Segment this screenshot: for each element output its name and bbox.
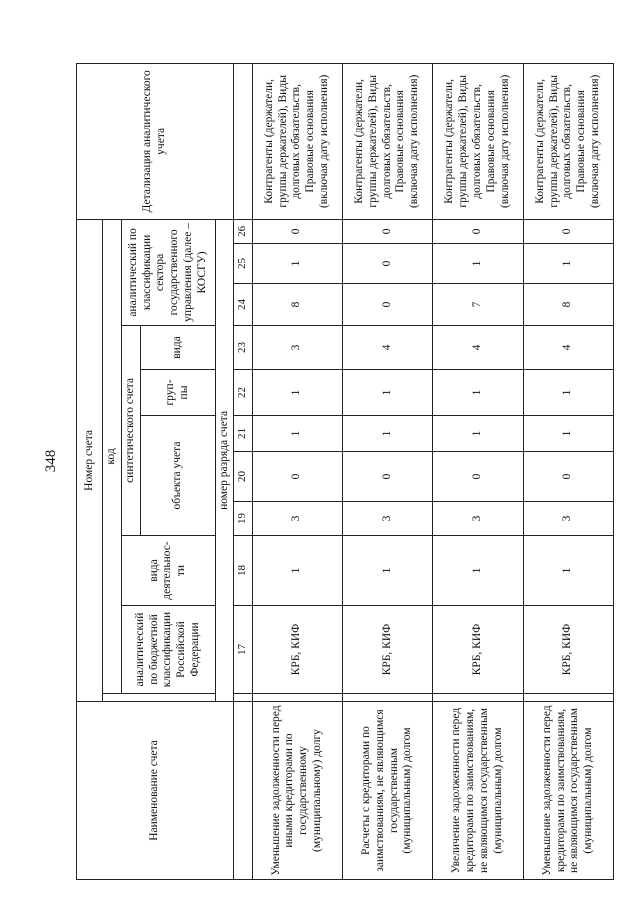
row-activity: 1 [433, 536, 523, 606]
row-c25: 0 [342, 244, 432, 284]
row-spacer [342, 694, 432, 702]
row-c21: 1 [433, 416, 523, 452]
header-name: Наименование счета [77, 702, 234, 880]
row-c23: 4 [342, 326, 432, 370]
digit-17: 17 [234, 606, 252, 694]
header-activity-type: вида деятельнос-ти [121, 536, 215, 606]
row-c26: 0 [342, 219, 432, 243]
row-c22: 1 [252, 370, 342, 416]
row-c24: 8 [252, 284, 342, 326]
row-name: Уменьшение задолженности перед иными кредиторами по государственному (муниципальному) долгу [252, 702, 342, 880]
row-c22: 1 [523, 370, 613, 416]
digit-cell-detail [234, 63, 252, 219]
digit-25: 25 [234, 244, 252, 284]
header-detail: Детализация аналитического учета [77, 63, 234, 219]
header-code: код [103, 219, 122, 693]
digit-cell-name [234, 702, 252, 880]
row-c24: 8 [523, 284, 613, 326]
row-c24: 0 [342, 284, 432, 326]
header-budget-class: аналитический по бюджетной классификации Российской Федерации [121, 606, 215, 694]
row-budget-class: КРБ, КИФ [252, 606, 342, 694]
row-c20: 0 [523, 452, 613, 502]
accounts-table [76, 63, 614, 880]
table-row [523, 63, 613, 879]
rotated-table-wrapper [76, 64, 614, 880]
header-kosgu: аналитический по классификации сектора государственного управления (далее – КОСГУ) [121, 219, 215, 325]
row-name: Расчеты с кредиторами по заимствованиям, не являющимся государственным (муниципальным) долгом [342, 702, 432, 880]
digit-23: 23 [234, 326, 252, 370]
row-activity: 1 [252, 536, 342, 606]
row-c20: 0 [342, 452, 432, 502]
row-c26: 0 [523, 219, 613, 243]
header-account-number: Номер счета [77, 219, 103, 701]
row-budget-class: КРБ, КИФ [523, 606, 613, 694]
row-detail: Контрагенты (держатели, группы держателей), Виды долговых обязательств, Правовые основания (включая дату исполнения) [433, 63, 523, 219]
row-name: Увеличение задолженности перед кредиторами по заимствованиям, не являющимся государственным (муниципальным) долгом [433, 702, 523, 880]
row-c19: 3 [342, 502, 432, 536]
row-c25: 1 [252, 244, 342, 284]
row-c21: 1 [252, 416, 342, 452]
header-synthetic: синтетического счета [121, 326, 140, 536]
header-object: объекта учета [140, 416, 215, 536]
row-spacer [252, 694, 342, 702]
table-row [342, 63, 432, 879]
table-row [252, 63, 342, 879]
row-spacer [433, 694, 523, 702]
row-c23: 4 [523, 326, 613, 370]
digit-20: 20 [234, 452, 252, 502]
row-c19: 3 [523, 502, 613, 536]
row-c26: 0 [433, 219, 523, 243]
row-c24: 7 [433, 284, 523, 326]
row-c19: 3 [252, 502, 342, 536]
row-c21: 1 [342, 416, 432, 452]
row-c20: 0 [252, 452, 342, 502]
row-c21: 1 [523, 416, 613, 452]
row-c22: 1 [342, 370, 432, 416]
row-detail: Контрагенты (держатели, группы держателей), Виды долговых обязательств, Правовые основания (включая дату исполнения) [523, 63, 613, 219]
digit-19: 19 [234, 502, 252, 536]
row-c25: 1 [523, 244, 613, 284]
row-c22: 1 [433, 370, 523, 416]
row-name: Уменьшение задолженности перед кредиторами по заимствованиям, не являющимся государственным (муниципальным) долгом [523, 702, 613, 880]
row-spacer [523, 694, 613, 702]
row-c23: 4 [433, 326, 523, 370]
row-activity: 1 [523, 536, 613, 606]
digit-24: 24 [234, 284, 252, 326]
header-spacer [103, 694, 216, 702]
row-c19: 3 [433, 502, 523, 536]
digit-18: 18 [234, 536, 252, 606]
digit-21: 21 [234, 416, 252, 452]
digit-cell-spacer [234, 694, 252, 702]
page-number: 348 [43, 449, 59, 473]
digit-22: 22 [234, 370, 252, 416]
row-budget-class: КРБ, КИФ [433, 606, 523, 694]
row-c23: 3 [252, 326, 342, 370]
header-group: груп-пы [140, 370, 215, 416]
row-activity: 1 [342, 536, 432, 606]
digit-26: 26 [234, 219, 252, 243]
header-kind: вида [140, 326, 215, 370]
header-digit-row: номер разряда счета [215, 219, 234, 701]
row-budget-class: КРБ, КИФ [342, 606, 432, 694]
row-c26: 0 [252, 219, 342, 243]
row-detail: Контрагенты (держатели, группы держателей), Виды долговых обязательств, Правовые основания (включая дату исполнения) [252, 63, 342, 219]
row-detail: Контрагенты (держатели, группы держателей), Виды долговых обязательств, Правовые основания (включая дату исполнения) [342, 63, 432, 219]
row-c20: 0 [433, 452, 523, 502]
table-row [433, 63, 523, 879]
row-c25: 1 [433, 244, 523, 284]
